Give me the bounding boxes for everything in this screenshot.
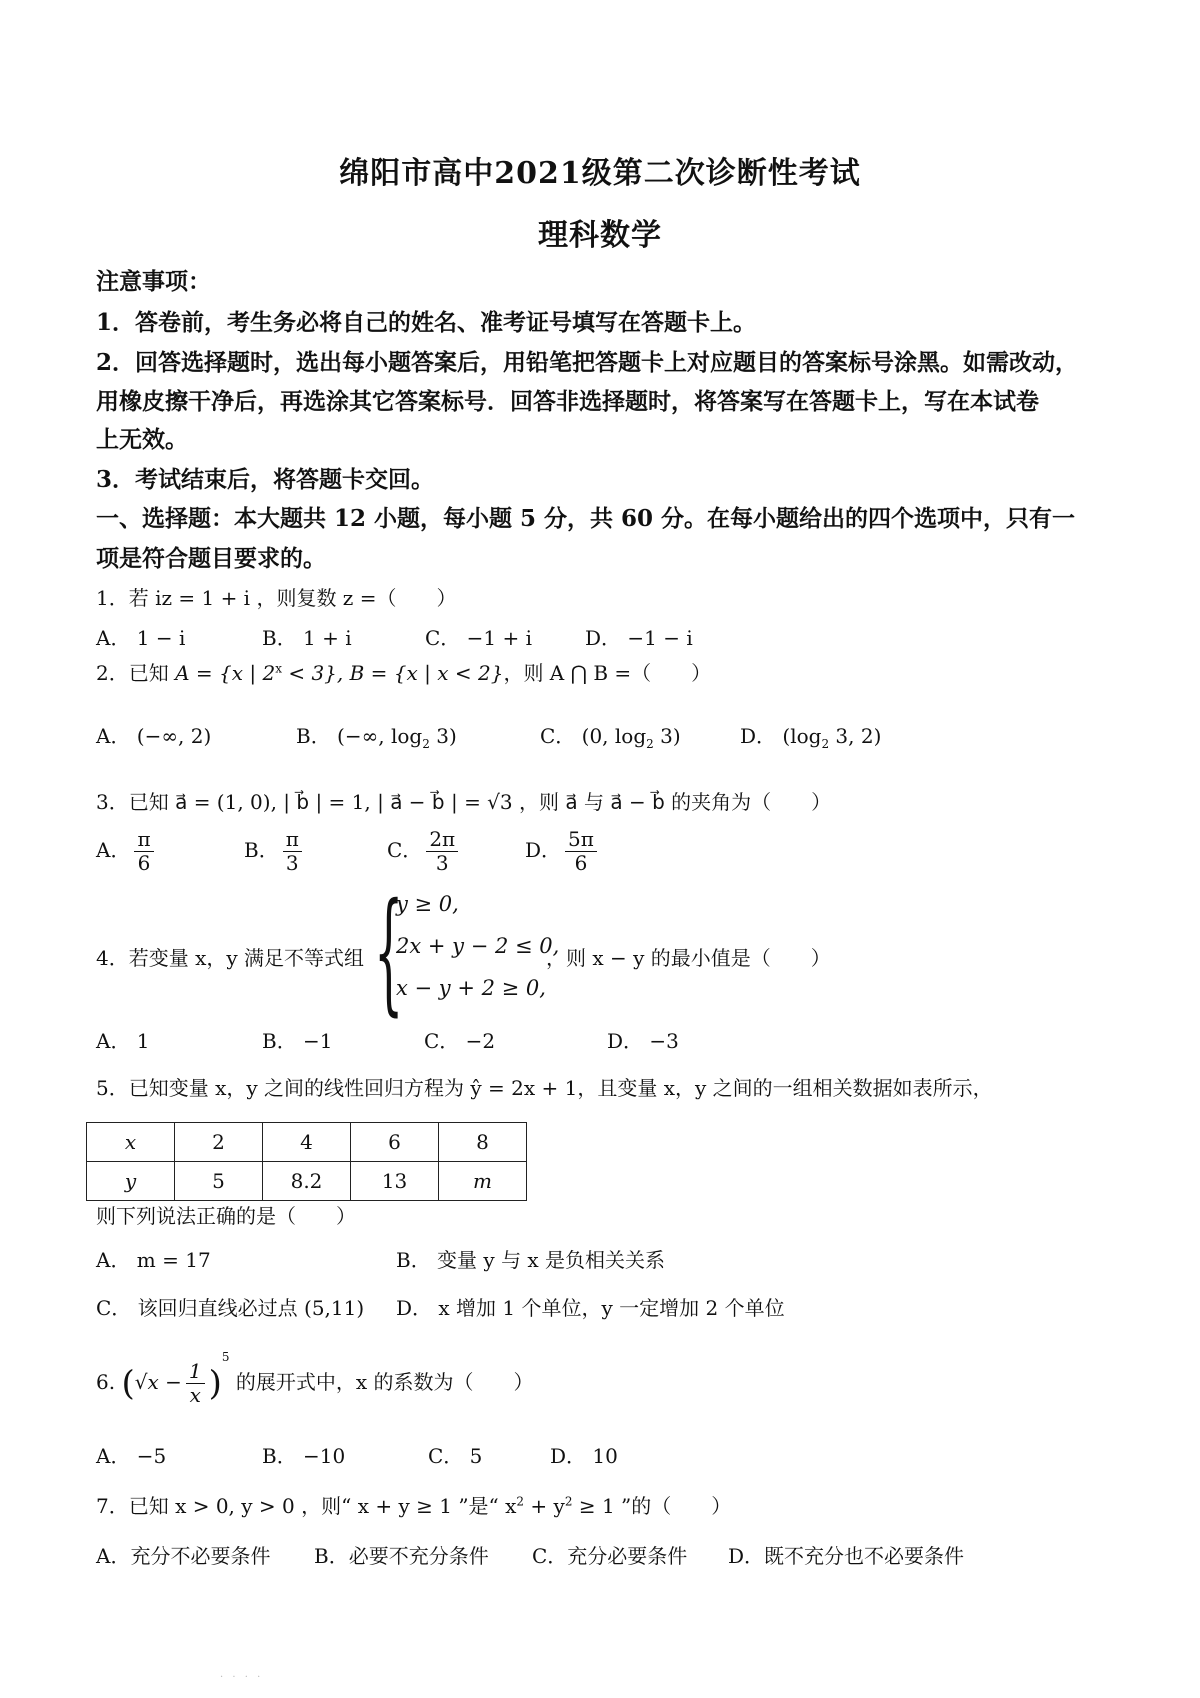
table-cell: 2: [175, 1123, 263, 1162]
question-4-option-a: A． 1: [96, 1029, 150, 1053]
question-2-prefix: 2．已知: [96, 661, 169, 685]
question-5-stem: 5．已知变量 x，y 之间的线性回归方程为 ŷ = 2x + 1，且变量 x，y 之间的一组相关数据如表所示，: [96, 1076, 993, 1100]
exam-subject: 理科数学: [538, 218, 662, 253]
notice-heading: 注意事项：: [96, 268, 211, 295]
question-4-option-b: B． −1: [262, 1029, 333, 1053]
left-paren-icon: (: [121, 1363, 135, 1404]
table-cell: x: [87, 1123, 175, 1162]
brace-icon: {: [374, 875, 404, 1029]
question-2-option-a: A． (−∞, 2): [96, 724, 212, 748]
question-6-option-a: A． −5: [96, 1444, 167, 1468]
question-3-option-c: C． $\frac{2\pi}{3}$: [387, 828, 462, 875]
question-7-option-b: B．必要不充分条件: [314, 1544, 489, 1568]
question-5-option-a: A． m = 17: [96, 1248, 211, 1272]
question-2-option-c: C． (0, $\log_2 3$): [540, 724, 681, 751]
question-7-option-a: A．充分不必要条件: [96, 1544, 271, 1568]
question-2-set-a: A = {x | 2: [175, 661, 276, 685]
question-3-option-a: A． $\frac{\pi}{6}$: [96, 828, 158, 875]
question-5-option-b: B． 变量 y 与 x 是负相关关系: [396, 1248, 666, 1272]
table-cell: m: [439, 1162, 527, 1201]
question-6-suffix: 的展开式中，x 的系数为（ ）: [235, 1370, 534, 1394]
question-2-stem: [96, 657, 711, 686]
section-1-line-1: 一、选择题：本大题共 12 小题，每小题 5 分，共 60 分。在每小题给出的四个选项中，只有一: [96, 505, 1076, 532]
table-cell: y: [87, 1162, 175, 1201]
right-paren-icon: ): [208, 1363, 222, 1404]
question-2-set-a-end: < 3}, B = {x | x < 2}: [281, 661, 504, 685]
table-cell: 13: [351, 1162, 439, 1201]
question-5-option-c: C． 该回归直线必过点 (5,11): [96, 1296, 365, 1320]
question-1-stem: 1．若 iz = 1 + i ，则复数 z =（ ）: [96, 586, 457, 610]
notice-item-2-line-3: 上无效。: [96, 426, 188, 453]
question-7-option-d: D．既不充分也不必要条件: [728, 1544, 965, 1568]
question-6-stem: [96, 1350, 534, 1407]
table-cell: 4: [263, 1123, 351, 1162]
table-row: [87, 1162, 527, 1201]
question-3-stem: 3．已知 a⃗ = (1, 0), | b⃗ | = 1, | a⃗ − b⃗ | = √3 ，则 a⃗ 与 a⃗ − b⃗ 的夹角为（ ）: [96, 790, 832, 814]
question-6-frac-num: 1: [186, 1360, 205, 1384]
question-3-option-b: B． $\frac{\pi}{3}$: [244, 828, 306, 875]
notice-item-1: 1．答卷前，考生务必将自己的姓名、准考证号填写在答题卡上。: [96, 309, 757, 336]
question-4-option-d: D． −3: [607, 1029, 679, 1053]
question-6-option-c: C． 5: [428, 1444, 483, 1468]
question-1-option-b: B． 1 + i: [262, 626, 352, 650]
question-7-option-c: C．充分必要条件: [532, 1544, 688, 1568]
footer-decoration: · · · ·: [220, 1672, 264, 1683]
question-4-option-c: C． −2: [424, 1029, 496, 1053]
question-7-stem: 7．已知 x > 0, y > 0 ，则“ x + y ≥ 1 ”是“ $x^2 + y^2 \ge 1$ ”的（ ）: [96, 1494, 732, 1518]
table-cell: 8.2: [263, 1162, 351, 1201]
notice-item-2-line-2: 用橡皮擦干净后，再选涂其它答案标号．回答非选择题时，将答案写在答题卡上，写在本试卷: [96, 388, 1039, 415]
section-1-line-2: 项是符合题目要求的。: [96, 545, 326, 572]
question-4-stem-prefix: 4．若变量 x，y 满足不等式组: [96, 946, 365, 970]
question-6-option-d: D． 10: [550, 1444, 618, 1468]
table-cell: 6: [351, 1123, 439, 1162]
question-6-option-b: B． −10: [262, 1444, 346, 1468]
question-4-stem-suffix: ，则 x − y 的最小值是（ ）: [546, 946, 831, 970]
question-2-sup: x: [275, 661, 282, 676]
question-2-option-b: B． (−∞, $\log_2 3$): [296, 724, 457, 751]
notice-item-3: 3．考试结束后，将答题卡交回。: [96, 466, 435, 493]
question-4-row-3: x − y + 2 ≥ 0,: [396, 976, 546, 1000]
question-2-option-d: D． ($\log_2$ 3, 2): [740, 724, 882, 751]
question-5-data-table: [86, 1122, 527, 1201]
table-cell: 8: [439, 1123, 527, 1162]
question-6-exponent: 5: [221, 1350, 230, 1364]
question-2-suffix: ，则 A ⋂ B =（ ）: [503, 661, 712, 685]
question-1-option-a: A． 1 − i: [96, 626, 186, 650]
question-4-row-2: 2x + y − 2 ≤ 0,: [396, 934, 560, 958]
question-6-label: 6.: [96, 1370, 116, 1394]
question-6-root: √x −: [134, 1370, 182, 1394]
question-4-row-1: y ≥ 0,: [396, 892, 459, 916]
table-row: [87, 1123, 527, 1162]
notice-item-2-line-1: 2．回答选择题时，选出每小题答案后，用铅笔把答题卡上对应题目的答案标号涂黑。如需改动，: [96, 349, 1079, 376]
table-cell: 5: [175, 1162, 263, 1201]
question-6-frac-den: x: [189, 1383, 201, 1407]
exam-title: 绵阳市高中2021级第二次诊断性考试: [339, 156, 861, 191]
question-3-option-d: D． $\frac{5\pi}{6}$: [525, 828, 601, 875]
question-1-option-c: C． −1 + i: [425, 626, 533, 650]
question-5-option-d: D． x 增加 1 个单位，y 一定增加 2 个单位: [396, 1296, 785, 1320]
question-5-followup: 则下列说法正确的是（ ）: [96, 1204, 356, 1228]
question-1-option-d: D． −1 − i: [585, 626, 693, 650]
